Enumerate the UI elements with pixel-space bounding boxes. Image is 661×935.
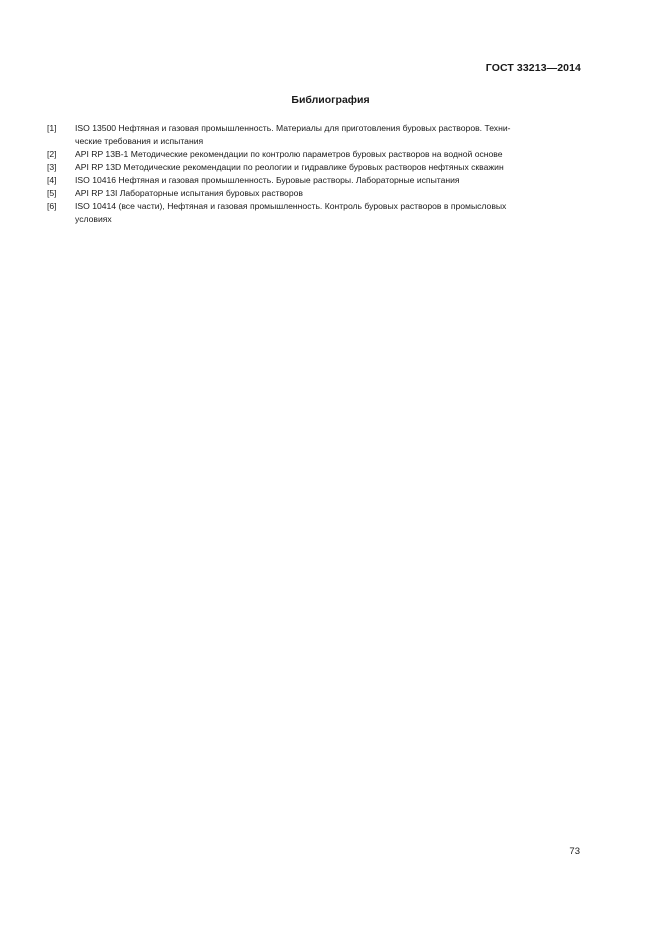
bibliography-text-line: ISO 13500 Нефтяная и газовая промышленность. Материалы для приготовления буровых растворов. Техни- (75, 123, 511, 133)
document-code: ГОСТ 33213—2014 (485, 62, 581, 74)
bibliography-item-4 (47, 174, 587, 187)
bibliography-text (75, 200, 587, 226)
bibliography-number: [4] (47, 175, 57, 185)
bibliography-text-line: ческие требования и испытания (75, 136, 204, 146)
page-title: Библиография (291, 94, 370, 106)
bibliography-number: [6] (47, 201, 57, 211)
bibliography-text-line: ISO 10414 (все части), Нефтяная и газовая промышленность. Контроль буровых растворов в промысловых (75, 201, 507, 211)
bibliography-list (47, 122, 587, 226)
bibliography-item-2 (47, 148, 587, 161)
bibliography-text-line: условиях (75, 214, 112, 224)
bibliography-number: [3] (47, 162, 57, 172)
bibliography-item-6 (47, 200, 587, 226)
bibliography-text: API RP 13B-1 Методические рекомендации по контролю параметров буровых растворов на водной основе (75, 149, 503, 159)
bibliography-text: API RP 13D Методические рекомендации по реологии и гидравлике буровых растворов нефтяных скважин (75, 162, 504, 172)
page-number: 73 (569, 846, 580, 857)
bibliography-number: [5] (47, 188, 57, 198)
bibliography-item-5 (47, 187, 587, 200)
bibliography-number: [1] (47, 123, 57, 133)
bibliography-item-1 (47, 122, 587, 148)
bibliography-item-3 (47, 161, 587, 174)
bibliography-text: API RP 13I Лабораторные испытания буровых растворов (75, 188, 303, 198)
bibliography-number: [2] (47, 149, 57, 159)
bibliography-text: ISO 10416 Нефтяная и газовая промышленность. Буровые растворы. Лабораторные испытания (75, 175, 460, 185)
bibliography-text (75, 122, 587, 148)
